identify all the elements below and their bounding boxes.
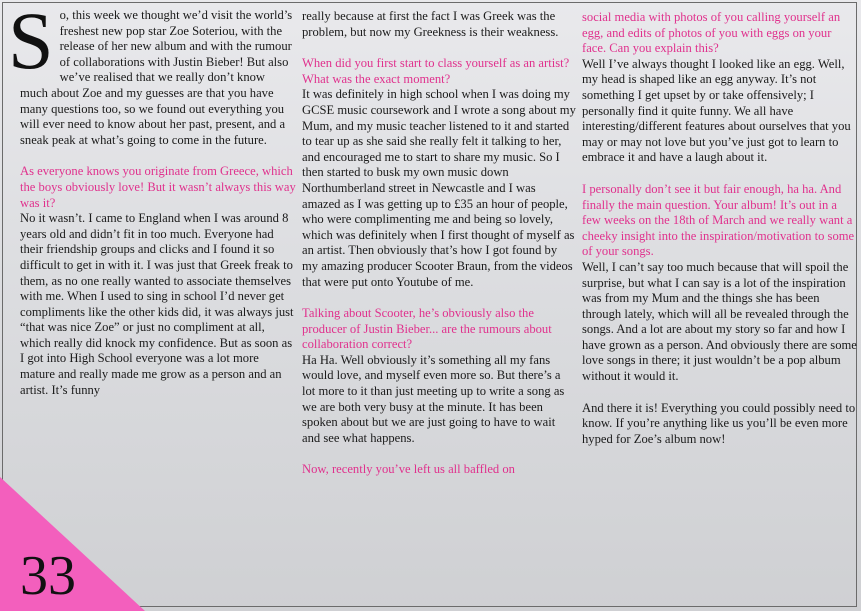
intro-paragraph (8, 0, 296, 148)
answer-4: Well I’ve always thought I looked like an egg. Well, my head is shaped like an egg anyway. It’s not something I get upset by or take offensively; I personally find it quite funny. We all have interesting/different features about ourselves that you may or may not love but you’ve just got to learn to embrace it and have a laugh about it. (582, 56, 851, 165)
column-3 (582, 10, 857, 447)
answer-5: Well, I can’t say too much because that will spoil the surprise, but what I can say is a lot of the inspiration was from my Mum and the things she has been through lately, which will all be revealed through the songs. And a lot are about my story so far and how I have grown as a person. And obviously there are some love songs in there; it just wouldn’t be a pop album without it would it. (582, 259, 857, 384)
answer-1: No it wasn’t. I came to England when I was around 8 years old and didn’t fit in too much. Everyone had their friendship groups and clicks and I found it so difficult to get in with it. I was just that Greek freak to them, as no one really wanted to associate themselves with me. When I used to sing in school I’d never get compliments like the other kids did, it was always just “that was nice Zoe” or just no compliment at all, which really did knock my confidence. But as soon as I got into High School everyone was a lot more mature and really made me grow as a person and an artist. It’s funny (20, 211, 294, 397)
outro-paragraph: And there it is! Everything you could possibly need to know. If you’re anything like us you’ll be even more hyped for Zoe’s album now! (582, 400, 856, 446)
question-3: Talking about Scooter, he’s obviously also the producer of Justin Bieber... are the rumours about collaboration correct? (302, 306, 552, 352)
question-5: I personally don’t see it but fair enough, ha ha. And finally the main question. Your album! It’s out in a few weeks on the 18th of March and we really want a cheeky insight into the inspiration/motivation to some of your songs. (582, 181, 855, 259)
column-2 (302, 9, 576, 478)
question-4-start: Now, recently you’ve left us all baffled on (302, 462, 515, 477)
question-2: When did you first start to class yourself as an artist? What was the exact moment? (302, 56, 570, 86)
intro-text: o, this week we thought we’d visit the world’s freshest new pop star Zoe Soteriou, with the release of her new album and with the rumour of collaborations with Justin Bieber! But also we’ve realised that we really don’t know much about Zoe and my guesses are that you have many questions too, so we found out everything you will ever need to know about her past, present, and a sneak peak at what’s going to come in the future. (20, 8, 293, 147)
answer-1-continued: really because at first the fact I was Greek was the problem, but now my Greekness is their weakness. (302, 9, 559, 39)
question-4-continued: social media with photos of you calling yourself an egg, and edits of photos of you with eggs on your face. Can you explain this? (582, 10, 841, 56)
drop-cap: S (8, 0, 54, 86)
column-1 (8, 0, 296, 398)
answer-3: Ha Ha. Well obviously it’s something all my fans would love, and myself even more so. But there’s a lot more to it than just meeting up to write a song as we are both very busy at the minute. It has been spoken about but we are just going to have to wait and see what happens. (302, 352, 565, 445)
question-1: As everyone knows you originate from Greece, which the boys obviously love! But it wasn’t always this way was it? (20, 164, 296, 210)
answer-2: It was definitely in high school when I was doing my GCSE music coursework and I wrote a song about my Mum, and my music teacher listened to it and started to tear up as she said she really felt it talking to her, and encouraged me to start to share my music. So I then started to busk my own music down Northumberland street in Newcastle and I was amazed as I was getting up to £35 an hour of people, who were complimenting me and being so lovely, which was definitely when I first thought of myself as an artist. Then obviously that’s how I got found by my amazing producer Scooter Braun, from the videos that were put onto Youtube of me. (302, 87, 576, 289)
page-number: 33 (20, 545, 76, 607)
